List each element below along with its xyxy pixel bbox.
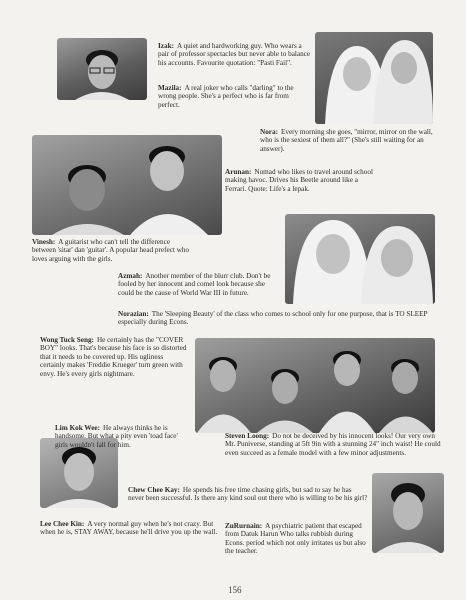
photo-mazila-nora <box>315 32 433 124</box>
entry-name: Mazila: <box>158 84 182 92</box>
entry-text: He certainly has the "COVER BOY" looks. That's because his face is so distorted that it needs to be covered up. His ugliness certainly makes 'Freddie Krueger' turn green with envy. He's every girls nightmare. <box>40 336 187 378</box>
entry-name: Izak: <box>158 42 174 50</box>
entry-text: A psychiatric patient that escaped from Datuk Harun Who talks rubbish during Econs. period which not only irritates us but also the teacher. <box>225 522 366 556</box>
entry-text: He always thinks he is handsome. But what a pity even 'toad face' girls wouldn't fall for him. <box>55 424 178 449</box>
photo-izak <box>57 38 147 100</box>
entry-name: Nora: <box>260 128 278 136</box>
entry-name: ZuRurnain: <box>225 522 263 530</box>
entry-text: A real joker who calls "darling" to the wrong people. She's a perfect who is far from perfect. <box>158 84 294 109</box>
entry-text: A very normal guy when he's not crazy. But when he is, STAY AWAY, because he'll drive you up the wall. <box>40 520 218 537</box>
entry-text: Nomad who likes to travel around school making havoc. Drives his Beetle around like a Ferrari. Quote: Life's a lepak. <box>225 168 373 193</box>
entry-name: Azmah: <box>118 272 143 280</box>
entry-lim-kok-wee <box>55 424 190 449</box>
entry-norazian <box>118 310 438 327</box>
entry-text: The 'Sleeping Beauty' of the class who comes to school only for one purpose, that is TO SLEEP especially during Econs. <box>118 310 428 327</box>
page-number: 156 <box>228 585 242 595</box>
entry-izak <box>158 42 313 67</box>
entry-text: Another member of the blurr club. Don't be fooled by her innocent and comel look because she could be the cause of World War III in future. <box>118 272 271 297</box>
entry-name: Norazian: <box>118 310 149 318</box>
entry-name: Steven Loong: <box>225 432 270 440</box>
entry-text: He spends his free time chasing girls, but sad to say he has never been successful. Is there any kind soul out there who is willing to be his girl? <box>128 486 368 503</box>
entry-steven-loong <box>225 432 443 457</box>
entry-lee-chee-kin <box>40 520 222 537</box>
photo-zururnain <box>372 473 444 553</box>
entry-arunan <box>225 168 375 193</box>
entry-name: Vinesh: <box>32 238 56 246</box>
entry-name: Arunan: <box>225 168 252 176</box>
entry-wong-tuck-seng <box>40 336 188 378</box>
entry-text: A quiet and hardworking guy. Who wears a pair of professor spectacles but never able to balance his accounts. Favourite quotation: "Pasti Fail". <box>158 42 311 67</box>
entry-name: Lim Kok Wee: <box>55 424 100 432</box>
photo-arunan-vinesh <box>32 135 222 235</box>
entry-text: A guitarist who can't tell the difference between 'sitar' dan 'guitar'. A popular head prefect who loves arguing with the girls. <box>32 238 190 263</box>
entry-name: Wong Tuck Seng: <box>40 336 94 344</box>
entry-text: Every morning she goes, "mirror, mirror on the wall, who is the sexiest of them all?" (She's still waiting for an answer). <box>260 128 433 153</box>
entry-name: Chew Chee Kay: <box>128 486 180 494</box>
entry-azmah <box>118 272 280 297</box>
entry-name: Lee Chee Kin: <box>40 520 85 528</box>
entry-nora <box>260 128 440 153</box>
entry-chew-chee-kay <box>128 486 368 503</box>
entry-zururnain <box>225 522 370 556</box>
photo-group-boys <box>195 338 435 433</box>
entry-vinesh <box>32 238 192 263</box>
entry-text: Do not be deceived by his innocent looks! Our very own Mr. Puniverse, standing at 5ft 9in with a stunning 24" inch waist! He could even succeed as a female model with a few minor adjustments. <box>225 432 441 457</box>
entry-mazila <box>158 84 300 109</box>
photo-azmah-norazian <box>285 214 435 304</box>
